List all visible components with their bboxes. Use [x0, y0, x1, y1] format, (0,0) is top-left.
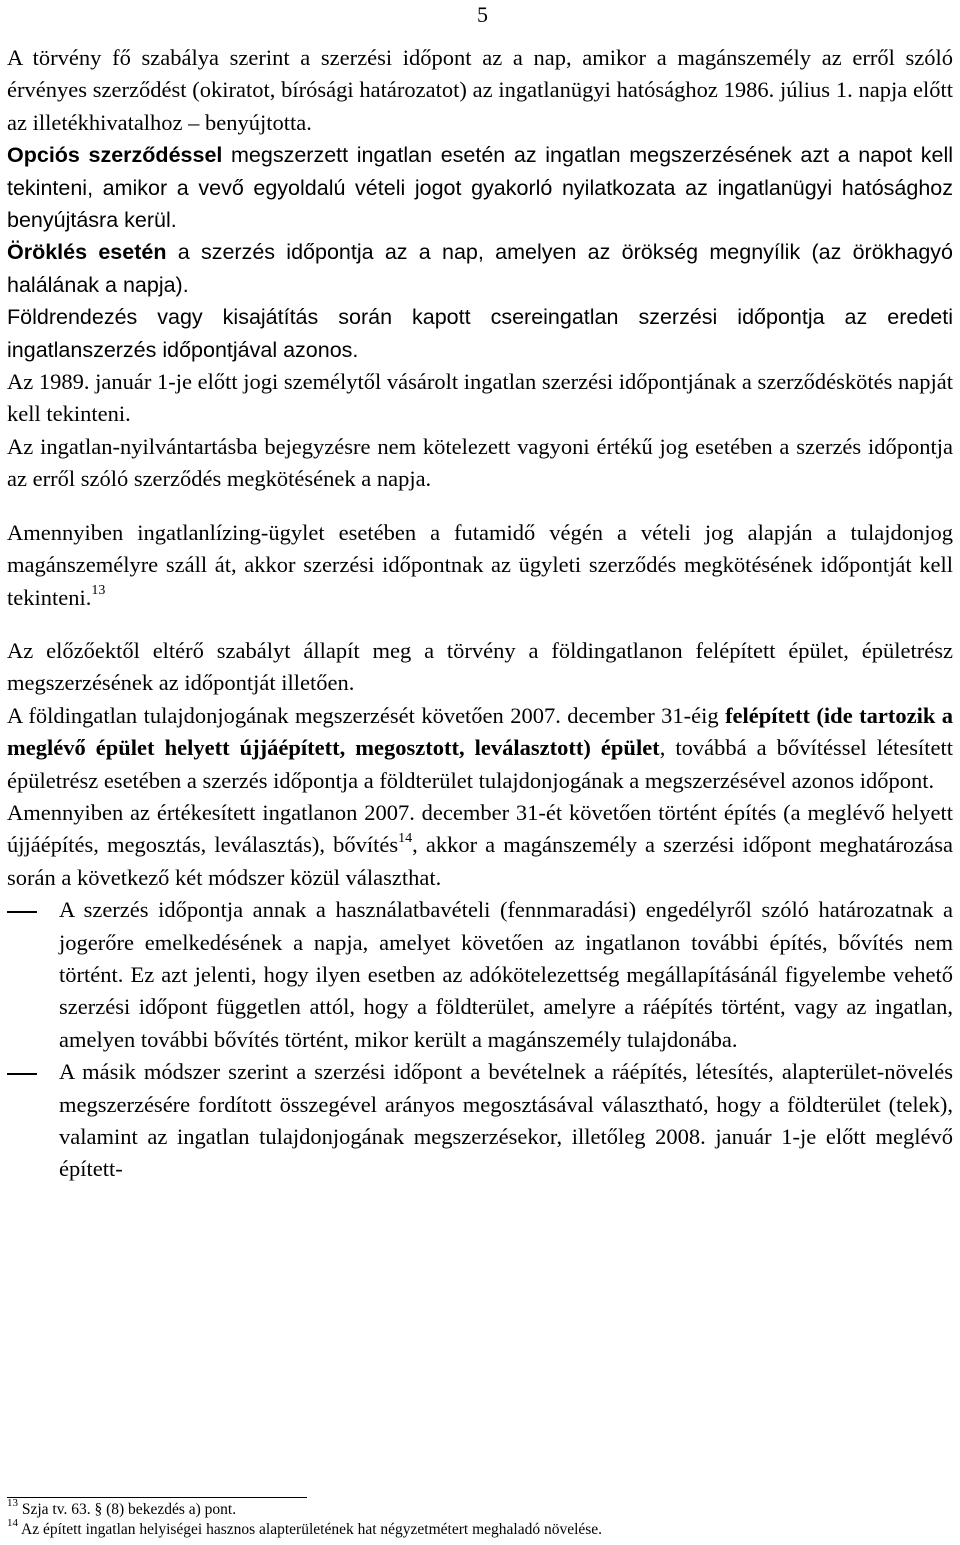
paragraph-option-contract: [7, 139, 953, 236]
footnote-13: [7, 1496, 602, 1520]
paragraph-text: Amennyiben az értékesített ingatlanon 2007. december 31-ét követően történt építés (a meglévő helyett újjáépítés, megosztás, leválasztás), bővítés: [7, 799, 953, 858]
paragraph-1989: Az 1989. január 1-je előtt jogi személytől vásárolt ingatlan szerzési időpontjának a szerződéskötés napját kell tekinteni.: [7, 369, 953, 427]
footnotes: [7, 1496, 603, 1540]
page-number: 5: [477, 2, 488, 27]
list-item: [7, 894, 953, 1056]
paragraph-leasing: [7, 517, 953, 614]
paragraph-text: , továbbá a bővítéssel létesített épületrész esetében a szerzés időpontja a földterület tulajdonjogának a megszerzésével azonos időpont.: [7, 735, 953, 793]
bold-term: Opciós szerződéssel: [7, 143, 223, 168]
list-item-text: A másik módszer szerint a szerzési időpont a bevételnek a ráépítés, létesítés, alapterület-növelés megszerzésére fordított összegével arányos megosztásával választható, hogy a földterület (telek), valamint az ingatlan tulajdonjogának megszerzésekor, illetőleg 2008. január 1-je előtt meglévő épített-: [59, 1059, 953, 1182]
paragraph-text: A földingatlan tulajdonjogának megszerzését követően 2007. december 31-éig: [7, 702, 726, 728]
paragraph-text: Amennyiben ingatlanlízing-ügylet esetében a futamidő végén a vételi jog alapján a tulajdonjog magánszemélyre száll át, akkor szerzési időpontnak az ügyleti szerződés megkötésének időpontját kell tekinteni.: [7, 519, 953, 610]
paragraph-property-right: Az ingatlan-nyilvántartásba bejegyzésre nem kötelezett vagyoni értékű jog esetében a szerzés időpontja az erről szóló szerződés megkötésének a napja.: [7, 433, 953, 492]
footnote-ref-14[interactable]: 14: [398, 830, 413, 846]
list-item-text: A szerzés időpontja annak a használatbavételi (fennmaradási) engedélyről szóló határozatnak a jogerőre emelkedésének a napja, amelyet követően az ingatlanon további építés, bővítés nem történt. Ez azt jelenti, hogy ilyen esetben az adókötelezettség megállapításánál figyelembe vehető szerzési időpont független attól, hogy a földterület, amelyre a ráépítés történt, vagy az ingatlan, amelyen további bővítés történt, mikor került a magánszemély tulajdonába.: [59, 897, 953, 1052]
footnote-divider: [7, 1497, 307, 1498]
bold-term: Öröklés esetén: [7, 240, 167, 265]
paragraph-text: , akkor a magánszemély a szerzési időpont meghatározása során a következő két módszer közül választhat.: [7, 832, 953, 890]
paragraph-different-rule: Az előzőektől eltérő szabályt állapít meg a törvény a földingatlanon felépített épület, épületrész megszerzésének az időpontját illetően.: [7, 637, 953, 696]
list-item: [7, 1056, 953, 1186]
paragraph-main-rule: A törvény fő szabálya szerint a szerzési időpont az a nap, amikor a magánszemély az erről szóló érvényes szerződést (okiratot, bírósági határozatot) az ingatlanügyi hatósághoz 1986. július 1. napja előtt az illetékhivatalhoz – benyújtotta.: [7, 45, 953, 135]
bold-term: felépített (ide tartozik a meglévő épület helyett újjáépített, megosztott, leválasztott) épület: [7, 702, 954, 761]
footnote-number: 13: [7, 1496, 18, 1509]
paragraph-land-consolidation: Földrendezés vagy kisajátítás során kapott csereingatlan szerzési időpontja az eredeti ingatlanszerzés időpontjával azonos.: [7, 305, 953, 362]
paragraph-before-2007: [7, 700, 953, 797]
paragraph-after-2007: [7, 797, 953, 894]
footnote-text: Szja tv. 63. § (8) bekezdés a) pont.: [21, 1501, 237, 1518]
footnote-14: [7, 1516, 603, 1540]
paragraph-text: megszerzett ingatlan esetén az ingatlan megszerzésének azt a napot kell tekinteni, amikor a vevő egyoldalú vételi jogot gyakorló nyilatkozata az ingatlanügyi hatósághoz benyújtásra kerül.: [7, 143, 954, 233]
footnote-ref-13[interactable]: 13: [91, 583, 106, 598]
footnote-text: Az épített ingatlan helyiségei hasznos alapterületének hat négyzetmétert meghaladó növelése.: [21, 1521, 603, 1538]
footnote-number: 14: [7, 1516, 18, 1529]
paragraph-inheritance: [7, 236, 953, 301]
paragraph-text: a szerzés időpontja az a nap, amelyen az örökség megnyílik (az örökhagyó halálának a napja).: [7, 240, 953, 297]
document-body: [7, 42, 953, 1186]
